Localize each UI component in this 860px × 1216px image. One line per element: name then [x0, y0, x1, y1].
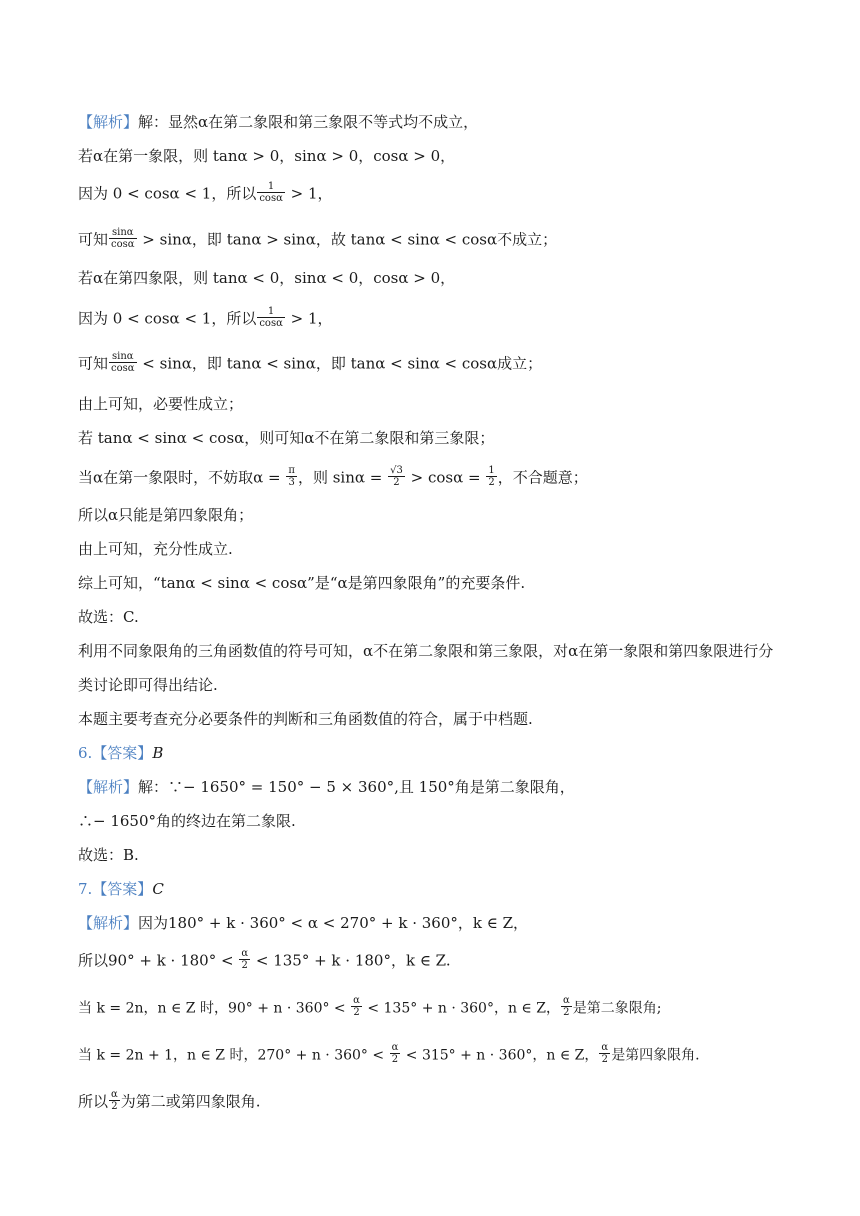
- text-line: [78, 641, 798, 661]
- line-suffix: < sinα，即 tanα < sinα，即 tanα < sinα < cosα成立；: [137, 354, 543, 373]
- text-line: [78, 811, 798, 831]
- answer-tag: 6.【答案】: [78, 744, 153, 762]
- fraction-numerator: α: [562, 995, 570, 1006]
- line-text: 因为 0 < cosα < 1，所以: [78, 184, 257, 203]
- text-line: [78, 539, 798, 559]
- line-suffix: > 1，: [285, 184, 333, 203]
- fraction: [561, 995, 572, 1018]
- fraction: [351, 995, 362, 1018]
- text-line: [78, 675, 798, 695]
- line-text: 本题主要考查充分必要条件的判断和三角函数值的符合，属于中档题.: [78, 710, 533, 728]
- fraction-denominator: cosα: [259, 318, 283, 329]
- fraction: [388, 465, 405, 488]
- fraction-numerator: α: [111, 1089, 118, 1100]
- text-line: [78, 845, 798, 865]
- line-text: 可知: [78, 230, 109, 249]
- line-suffix: 是第四象限角.: [611, 1047, 700, 1064]
- text-line: [78, 777, 798, 797]
- analysis-tag: 【解析】: [78, 113, 139, 131]
- text-line: [78, 1044, 798, 1067]
- text-line: [78, 229, 798, 252]
- fraction-denominator: 2: [241, 960, 248, 971]
- fraction: [257, 306, 285, 329]
- fraction-denominator: 2: [353, 1007, 360, 1018]
- fraction-denominator: 2: [391, 1054, 399, 1065]
- fraction-numerator: α: [241, 948, 249, 959]
- fraction-denominator: 3: [288, 477, 295, 488]
- text-line: [78, 394, 798, 414]
- line-text: 所以90° + k · 180° <: [78, 951, 239, 970]
- text-line: [78, 268, 798, 288]
- line-suffix: ，则 sinα =: [297, 468, 388, 487]
- answer-tag: 7.【答案】: [78, 880, 153, 898]
- line-text: 当α在第一象限时，不妨取α =: [78, 468, 286, 487]
- line-text: 所以α只能是第四象限角；: [78, 506, 254, 524]
- line-text: ∴− 1650°角的终边在第二象限.: [78, 812, 296, 830]
- line-text: 综上可知，“tanα < sinα < cosα”是“α是第四象限角”的充要条件.: [78, 574, 526, 592]
- fraction-denominator: cosα: [111, 239, 135, 250]
- line-text: 因为 0 < cosα < 1，所以: [78, 309, 257, 328]
- line-text: 若 tanα < sinα < cosα，则可知α不在第二象限和第三象限；: [78, 429, 495, 447]
- line-suffix: < 135° + k · 180°，k ∈ Z.: [251, 951, 451, 970]
- line-text: 因为180° + k · 360° < α < 270° + k · 360°，k ∈ Z，: [138, 914, 529, 932]
- text-line: [78, 879, 798, 899]
- text-line: [78, 353, 798, 376]
- text-line: [78, 950, 798, 973]
- text-line: [78, 467, 798, 490]
- fraction: [486, 465, 496, 488]
- line-suffix: 是第二象限角;: [572, 1000, 662, 1017]
- fraction-numerator: √3: [390, 465, 403, 476]
- line-text: 当 k = 2n + 1，n ∈ Z 时，270° + n · 360° <: [78, 1047, 389, 1064]
- text-line: [78, 112, 798, 132]
- fraction-numerator: α: [601, 1042, 609, 1053]
- fraction-numerator: π: [288, 465, 295, 476]
- fraction-denominator: 2: [111, 1101, 118, 1112]
- text-line: [78, 1091, 798, 1114]
- fraction-numerator: sinα: [109, 227, 137, 239]
- text-line: [78, 997, 798, 1020]
- text-line: [78, 709, 798, 729]
- fraction-numerator: sinα: [109, 351, 137, 363]
- fraction-denominator: 2: [563, 1007, 570, 1018]
- analysis-tag: 【解析】: [78, 914, 139, 932]
- line-text: 若α在第四象限，则 tanα < 0，sinα < 0，cosα > 0，: [78, 269, 456, 287]
- answer-value: B: [152, 744, 164, 762]
- line-text: 可知: [78, 354, 109, 373]
- fraction: [109, 351, 137, 374]
- fraction: [286, 465, 297, 488]
- fraction-denominator: 2: [488, 477, 495, 488]
- line-text: 故选：B.: [78, 846, 139, 864]
- fraction: [599, 1042, 610, 1065]
- fraction-numerator: 1: [257, 181, 285, 193]
- text-line: [78, 573, 798, 593]
- fraction: [109, 227, 137, 250]
- fraction: [390, 1042, 401, 1065]
- text-line: [78, 183, 798, 206]
- line-suffix: 为第二或第四象限角.: [120, 1092, 261, 1111]
- line-text: 由上可知，必要性成立；: [78, 395, 244, 413]
- text-line: [78, 308, 798, 331]
- fraction-denominator: 2: [601, 1054, 608, 1065]
- line-suffix: > 1，: [285, 309, 333, 328]
- fraction-denominator: cosα: [111, 363, 135, 374]
- fraction: [109, 1089, 120, 1112]
- line-suffix: ，不合题意；: [497, 468, 588, 487]
- fraction: [239, 948, 250, 971]
- line-suffix: < 315° + n · 360°，n ∈ Z，: [401, 1047, 599, 1064]
- fraction-numerator: α: [391, 1042, 399, 1053]
- fraction-numerator: 1: [488, 465, 495, 476]
- line-suffix: > cosα =: [405, 468, 486, 487]
- text-line: [78, 428, 798, 448]
- fraction: [257, 181, 285, 204]
- text-line: [78, 607, 798, 627]
- text-line: [78, 146, 798, 166]
- fraction-denominator: cosα: [259, 193, 283, 204]
- answer-value: C: [152, 880, 164, 898]
- line-text: 由上可知，充分性成立.: [78, 540, 233, 558]
- line-text: 类讨论即可得出结论.: [78, 676, 218, 694]
- line-text: 利用不同象限角的三角函数值的符号可知，α不在第二象限和第三象限，对α在第一象限和第四象限进行分: [78, 642, 774, 660]
- line-suffix: < 135° + n · 360°，n ∈ Z，: [362, 1000, 560, 1017]
- text-line: [78, 505, 798, 525]
- fraction-numerator: 1: [257, 306, 285, 318]
- line-text: 故选：C.: [78, 608, 139, 626]
- line-suffix: > sinα，即 tanα > sinα，故 tanα < sinα < cosα不成立；: [137, 230, 558, 249]
- analysis-tag: 【解析】: [78, 778, 139, 796]
- fraction-denominator: 2: [393, 477, 400, 488]
- text-line: [78, 743, 798, 763]
- text-line: [78, 913, 798, 933]
- line-text: 解：∵− 1650° = 150° − 5 × 360°,且 150°角是第二象限角，: [138, 778, 575, 796]
- line-text: 若α在第一象限，则 tanα > 0，sinα > 0，cosα > 0，: [78, 147, 456, 165]
- line-text: 解：显然α在第二象限和第三象限不等式均不成立，: [138, 113, 479, 131]
- fraction-numerator: α: [353, 995, 360, 1006]
- line-text: 所以: [78, 1092, 109, 1111]
- line-text: 当 k = 2n，n ∈ Z 时，90° + n · 360° <: [78, 1000, 351, 1017]
